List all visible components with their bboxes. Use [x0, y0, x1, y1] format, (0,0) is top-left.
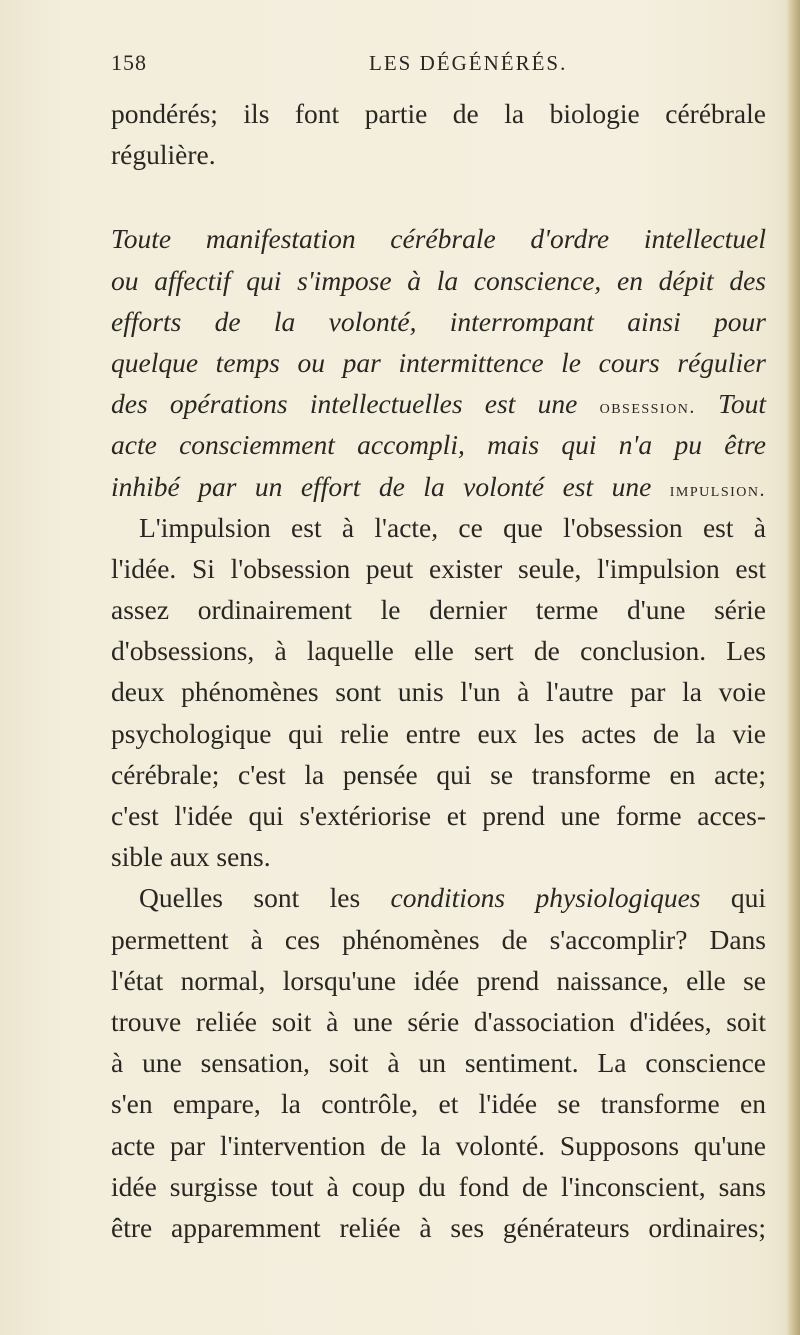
text-line: c'est l'idée qui s'extériorise et prend une forme acces-: [111, 800, 766, 831]
text-line: quelque temps ou par intermittence le cours régulier: [111, 346, 766, 378]
text-span: Quelles sont les: [139, 882, 361, 914]
page-edge: [786, 0, 800, 1335]
text-line: efforts de la volonté, interrompant ainsi pour: [111, 305, 766, 337]
emphasis-conditions: conditions physiologiques: [390, 882, 701, 914]
paragraph-gap: [111, 175, 766, 218]
text-line: sible aux sens.: [111, 841, 271, 873]
text-span: qui: [730, 882, 766, 914]
term-impulsion: impulsion.: [669, 478, 766, 501]
body-text: [111, 93, 766, 1248]
text-line: L'impulsion est à l'acte, ce que l'obsession est à: [139, 511, 766, 543]
text-line: acte par l'intervention de la volonté. Supposons qu'une: [111, 1129, 766, 1161]
text-line: acte consciemment accompli, mais qui n'a pu être: [111, 429, 766, 461]
text-line: Toute manifestation cérébrale d'ordre intellectuel: [111, 223, 766, 255]
text-line: permettent à ces phénomènes de s'accomplir? Dans: [111, 923, 766, 955]
text-span: Tout: [718, 388, 767, 420]
running-head: [111, 50, 763, 80]
text-line: ou affectif qui s'impose à la conscience, en dépit des: [111, 264, 766, 296]
text-line: à une sensation, soit à un sentiment. La conscience: [111, 1047, 766, 1079]
text-span: des opérations intellectuelles est une: [111, 388, 578, 420]
page-number: 158: [111, 50, 147, 75]
text-line: deux phénomènes sont unis l'un à l'autre par la voie: [111, 676, 766, 708]
text-line: pondérés; ils font partie de la biologie cérébrale: [111, 98, 766, 129]
text-line: être apparemment reliée à ses générateurs ordinaires;: [111, 1211, 766, 1243]
text-line: psychologique qui relie entre eux les actes de la vie: [111, 717, 766, 749]
text-line: régulière.: [111, 139, 216, 171]
text-line: l'état normal, lorsqu'une idée prend naissance, elle se: [111, 964, 766, 996]
term-obsession: obsession.: [599, 396, 696, 419]
running-title: LES DÉGÉNÉRÉS.: [369, 51, 568, 75]
text-line: d'obsessions, à laquelle elle sert de conclusion. Les: [111, 635, 766, 667]
text-line: [111, 466, 766, 507]
text-line: [111, 383, 766, 424]
text-line: assez ordinairement le dernier terme d'une série: [111, 594, 766, 626]
text-line: l'idée. Si l'obsession peut exister seule, l'impulsion est: [111, 552, 766, 584]
text-span: inhibé par un effort de la volonté est une: [111, 470, 652, 502]
text-line: s'en empare, la contrôle, et l'idée se transforme en: [111, 1088, 766, 1120]
text-line: idée surgisse tout à coup du fond de l'inconscient, sans: [111, 1170, 766, 1202]
text-line: [111, 877, 766, 918]
text-line: cérébrale; c'est la pensée qui se transforme en acte;: [111, 758, 766, 790]
text-line: trouve reliée soit à une série d'association d'idées, soit: [111, 1005, 766, 1037]
